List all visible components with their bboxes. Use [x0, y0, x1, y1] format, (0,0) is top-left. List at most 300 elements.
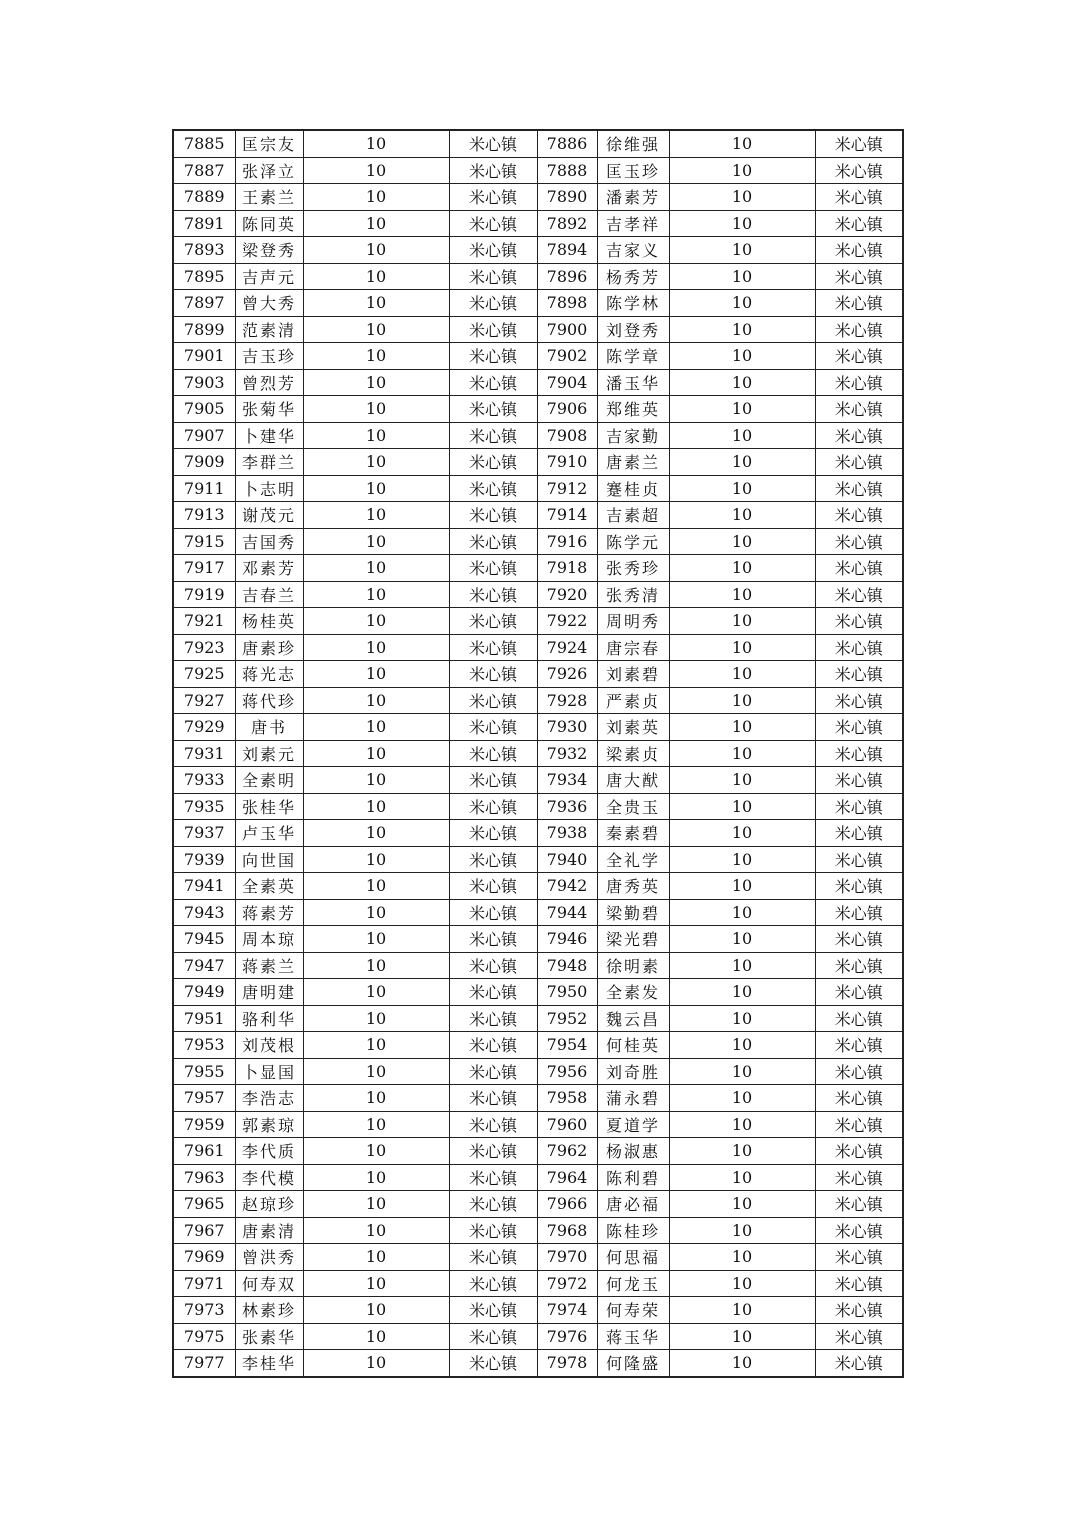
right-town-cell: 米心镇 [815, 1217, 903, 1244]
right-serial-cell: 7946 [537, 926, 597, 953]
right-name-cell: 何龙玉 [597, 1270, 669, 1297]
right-name-cell: 秦素碧 [597, 820, 669, 847]
right-serial-cell: 7974 [537, 1297, 597, 1324]
right-name-cell: 陈学章 [597, 343, 669, 370]
right-serial-cell: 7894 [537, 237, 597, 264]
left-town-cell: 米心镇 [449, 661, 537, 688]
right-town-cell: 米心镇 [815, 952, 903, 979]
left-town-cell: 米心镇 [449, 952, 537, 979]
right-town-cell: 米心镇 [815, 714, 903, 741]
table-row [173, 687, 903, 714]
right-serial-cell: 7906 [537, 396, 597, 423]
right-name-cell: 张秀珍 [597, 555, 669, 582]
right-town-cell: 米心镇 [815, 369, 903, 396]
left-name-cell: 骆利华 [235, 1005, 303, 1032]
right-serial-cell: 7952 [537, 1005, 597, 1032]
table-row [173, 1085, 903, 1112]
left-amount-cell: 10 [303, 396, 449, 423]
right-town-cell: 米心镇 [815, 1350, 903, 1377]
right-name-cell: 刘素碧 [597, 661, 669, 688]
table-row [173, 130, 903, 157]
left-name-cell: 刘茂根 [235, 1032, 303, 1059]
table-row [173, 1005, 903, 1032]
left-name-cell: 蒋光志 [235, 661, 303, 688]
right-town-cell: 米心镇 [815, 210, 903, 237]
left-name-cell: 曾大秀 [235, 290, 303, 317]
left-amount-cell: 10 [303, 767, 449, 794]
right-serial-cell: 7976 [537, 1323, 597, 1350]
left-amount-cell: 10 [303, 1297, 449, 1324]
left-name-cell: 李代模 [235, 1164, 303, 1191]
right-serial-cell: 7934 [537, 767, 597, 794]
table-row [173, 1217, 903, 1244]
left-name-cell: 蒋素兰 [235, 952, 303, 979]
right-amount-cell: 10 [669, 449, 815, 476]
right-town-cell: 米心镇 [815, 1032, 903, 1059]
right-town-cell: 米心镇 [815, 157, 903, 184]
left-amount-cell: 10 [303, 1191, 449, 1218]
table-row [173, 581, 903, 608]
left-name-cell: 卜建华 [235, 422, 303, 449]
right-amount-cell: 10 [669, 502, 815, 529]
left-serial-cell: 7885 [173, 130, 235, 157]
right-serial-cell: 7920 [537, 581, 597, 608]
left-amount-cell: 10 [303, 502, 449, 529]
right-amount-cell: 10 [669, 608, 815, 635]
table-row [173, 449, 903, 476]
left-serial-cell: 7951 [173, 1005, 235, 1032]
left-name-cell: 唐素清 [235, 1217, 303, 1244]
left-town-cell: 米心镇 [449, 740, 537, 767]
left-amount-cell: 10 [303, 581, 449, 608]
right-serial-cell: 7968 [537, 1217, 597, 1244]
right-serial-cell: 7898 [537, 290, 597, 317]
right-town-cell: 米心镇 [815, 1191, 903, 1218]
right-name-cell: 匡玉珍 [597, 157, 669, 184]
right-name-cell: 何寿荣 [597, 1297, 669, 1324]
right-name-cell: 刘登秀 [597, 316, 669, 343]
left-town-cell: 米心镇 [449, 1323, 537, 1350]
left-name-cell: 张菊华 [235, 396, 303, 423]
right-town-cell: 米心镇 [815, 184, 903, 211]
right-amount-cell: 10 [669, 1270, 815, 1297]
left-name-cell: 唐书 [235, 714, 303, 741]
right-name-cell: 全素发 [597, 979, 669, 1006]
left-town-cell: 米心镇 [449, 581, 537, 608]
left-amount-cell: 10 [303, 343, 449, 370]
table-row [173, 237, 903, 264]
left-name-cell: 李浩志 [235, 1085, 303, 1112]
left-serial-cell: 7927 [173, 687, 235, 714]
right-name-cell: 魏云昌 [597, 1005, 669, 1032]
left-serial-cell: 7929 [173, 714, 235, 741]
right-town-cell: 米心镇 [815, 528, 903, 555]
left-amount-cell: 10 [303, 290, 449, 317]
right-amount-cell: 10 [669, 316, 815, 343]
left-name-cell: 张桂华 [235, 793, 303, 820]
left-amount-cell: 10 [303, 1244, 449, 1271]
left-serial-cell: 7943 [173, 899, 235, 926]
table-row [173, 263, 903, 290]
right-amount-cell: 10 [669, 767, 815, 794]
left-town-cell: 米心镇 [449, 687, 537, 714]
left-serial-cell: 7933 [173, 767, 235, 794]
table-row [173, 767, 903, 794]
left-serial-cell: 7977 [173, 1350, 235, 1377]
left-town-cell: 米心镇 [449, 608, 537, 635]
right-town-cell: 米心镇 [815, 979, 903, 1006]
left-town-cell: 米心镇 [449, 449, 537, 476]
right-name-cell: 吉孝祥 [597, 210, 669, 237]
right-town-cell: 米心镇 [815, 1323, 903, 1350]
left-town-cell: 米心镇 [449, 873, 537, 900]
left-amount-cell: 10 [303, 555, 449, 582]
right-town-cell: 米心镇 [815, 1005, 903, 1032]
right-serial-cell: 7900 [537, 316, 597, 343]
right-town-cell: 米心镇 [815, 422, 903, 449]
right-town-cell: 米心镇 [815, 1297, 903, 1324]
left-amount-cell: 10 [303, 687, 449, 714]
right-serial-cell: 7912 [537, 475, 597, 502]
left-town-cell: 米心镇 [449, 130, 537, 157]
left-name-cell: 唐素珍 [235, 634, 303, 661]
table-row [173, 343, 903, 370]
right-town-cell: 米心镇 [815, 581, 903, 608]
right-amount-cell: 10 [669, 740, 815, 767]
left-name-cell: 陈同英 [235, 210, 303, 237]
right-town-cell: 米心镇 [815, 793, 903, 820]
right-town-cell: 米心镇 [815, 290, 903, 317]
left-serial-cell: 7921 [173, 608, 235, 635]
right-amount-cell: 10 [669, 528, 815, 555]
right-name-cell: 刘奇胜 [597, 1058, 669, 1085]
left-amount-cell: 10 [303, 210, 449, 237]
left-town-cell: 米心镇 [449, 528, 537, 555]
right-serial-cell: 7938 [537, 820, 597, 847]
left-name-cell: 向世国 [235, 846, 303, 873]
left-serial-cell: 7965 [173, 1191, 235, 1218]
left-serial-cell: 7901 [173, 343, 235, 370]
right-town-cell: 米心镇 [815, 449, 903, 476]
right-name-cell: 吉家勤 [597, 422, 669, 449]
right-serial-cell: 7960 [537, 1111, 597, 1138]
right-name-cell: 张秀清 [597, 581, 669, 608]
left-town-cell: 米心镇 [449, 237, 537, 264]
right-name-cell: 杨秀芳 [597, 263, 669, 290]
left-serial-cell: 7961 [173, 1138, 235, 1165]
right-town-cell: 米心镇 [815, 767, 903, 794]
right-serial-cell: 7916 [537, 528, 597, 555]
left-amount-cell: 10 [303, 1323, 449, 1350]
right-serial-cell: 7978 [537, 1350, 597, 1377]
left-amount-cell: 10 [303, 899, 449, 926]
right-name-cell: 蒋玉华 [597, 1323, 669, 1350]
right-amount-cell: 10 [669, 581, 815, 608]
left-name-cell: 卜志明 [235, 475, 303, 502]
right-serial-cell: 7956 [537, 1058, 597, 1085]
left-name-cell: 蒋素芳 [235, 899, 303, 926]
right-amount-cell: 10 [669, 926, 815, 953]
left-town-cell: 米心镇 [449, 846, 537, 873]
right-serial-cell: 7972 [537, 1270, 597, 1297]
left-amount-cell: 10 [303, 1085, 449, 1112]
left-amount-cell: 10 [303, 820, 449, 847]
left-serial-cell: 7895 [173, 263, 235, 290]
right-name-cell: 徐维强 [597, 130, 669, 157]
right-amount-cell: 10 [669, 157, 815, 184]
left-town-cell: 米心镇 [449, 1217, 537, 1244]
right-amount-cell: 10 [669, 237, 815, 264]
right-amount-cell: 10 [669, 422, 815, 449]
right-serial-cell: 7910 [537, 449, 597, 476]
right-town-cell: 米心镇 [815, 820, 903, 847]
left-town-cell: 米心镇 [449, 820, 537, 847]
right-amount-cell: 10 [669, 1058, 815, 1085]
left-name-cell: 唐明建 [235, 979, 303, 1006]
left-town-cell: 米心镇 [449, 1111, 537, 1138]
right-town-cell: 米心镇 [815, 661, 903, 688]
left-town-cell: 米心镇 [449, 634, 537, 661]
right-serial-cell: 7904 [537, 369, 597, 396]
table-row [173, 184, 903, 211]
left-town-cell: 米心镇 [449, 210, 537, 237]
right-amount-cell: 10 [669, 979, 815, 1006]
left-serial-cell: 7955 [173, 1058, 235, 1085]
left-serial-cell: 7939 [173, 846, 235, 873]
table-row [173, 820, 903, 847]
left-serial-cell: 7937 [173, 820, 235, 847]
right-town-cell: 米心镇 [815, 502, 903, 529]
left-amount-cell: 10 [303, 263, 449, 290]
left-amount-cell: 10 [303, 661, 449, 688]
right-name-cell: 陈利碧 [597, 1164, 669, 1191]
left-serial-cell: 7905 [173, 396, 235, 423]
left-town-cell: 米心镇 [449, 1244, 537, 1271]
roster-body [173, 130, 903, 1377]
left-amount-cell: 10 [303, 846, 449, 873]
right-amount-cell: 10 [669, 1350, 815, 1377]
table-row [173, 528, 903, 555]
right-town-cell: 米心镇 [815, 237, 903, 264]
right-amount-cell: 10 [669, 369, 815, 396]
table-row [173, 1244, 903, 1271]
left-town-cell: 米心镇 [449, 1164, 537, 1191]
right-amount-cell: 10 [669, 290, 815, 317]
left-town-cell: 米心镇 [449, 714, 537, 741]
left-name-cell: 刘素元 [235, 740, 303, 767]
left-name-cell: 吉声元 [235, 263, 303, 290]
left-town-cell: 米心镇 [449, 979, 537, 1006]
right-serial-cell: 7936 [537, 793, 597, 820]
left-serial-cell: 7949 [173, 979, 235, 1006]
left-town-cell: 米心镇 [449, 1138, 537, 1165]
right-town-cell: 米心镇 [815, 1164, 903, 1191]
table-row [173, 1297, 903, 1324]
left-name-cell: 匡宗友 [235, 130, 303, 157]
left-name-cell: 吉国秀 [235, 528, 303, 555]
left-amount-cell: 10 [303, 979, 449, 1006]
left-name-cell: 周本琼 [235, 926, 303, 953]
table-row [173, 846, 903, 873]
left-amount-cell: 10 [303, 1138, 449, 1165]
left-name-cell: 卢玉华 [235, 820, 303, 847]
left-amount-cell: 10 [303, 714, 449, 741]
left-name-cell: 谢茂元 [235, 502, 303, 529]
left-serial-cell: 7969 [173, 1244, 235, 1271]
right-name-cell: 潘玉华 [597, 369, 669, 396]
right-serial-cell: 7930 [537, 714, 597, 741]
left-name-cell: 全素明 [235, 767, 303, 794]
table-row [173, 952, 903, 979]
table-row [173, 290, 903, 317]
left-name-cell: 吉玉珍 [235, 343, 303, 370]
left-serial-cell: 7899 [173, 316, 235, 343]
left-name-cell: 蒋代珍 [235, 687, 303, 714]
left-amount-cell: 10 [303, 1005, 449, 1032]
right-town-cell: 米心镇 [815, 475, 903, 502]
left-town-cell: 米心镇 [449, 475, 537, 502]
right-town-cell: 米心镇 [815, 263, 903, 290]
right-name-cell: 杨淑惠 [597, 1138, 669, 1165]
left-serial-cell: 7967 [173, 1217, 235, 1244]
left-town-cell: 米心镇 [449, 793, 537, 820]
right-name-cell: 夏道学 [597, 1111, 669, 1138]
right-serial-cell: 7888 [537, 157, 597, 184]
table-row [173, 608, 903, 635]
table-row [173, 714, 903, 741]
table-row [173, 1032, 903, 1059]
right-name-cell: 陈桂珍 [597, 1217, 669, 1244]
right-amount-cell: 10 [669, 1244, 815, 1271]
right-name-cell: 蹇桂贞 [597, 475, 669, 502]
right-name-cell: 梁勤碧 [597, 899, 669, 926]
right-name-cell: 唐必福 [597, 1191, 669, 1218]
right-serial-cell: 7954 [537, 1032, 597, 1059]
left-serial-cell: 7925 [173, 661, 235, 688]
left-amount-cell: 10 [303, 157, 449, 184]
right-amount-cell: 10 [669, 1164, 815, 1191]
left-serial-cell: 7915 [173, 528, 235, 555]
left-amount-cell: 10 [303, 316, 449, 343]
left-serial-cell: 7941 [173, 873, 235, 900]
right-serial-cell: 7964 [537, 1164, 597, 1191]
left-amount-cell: 10 [303, 237, 449, 264]
right-amount-cell: 10 [669, 263, 815, 290]
right-amount-cell: 10 [669, 714, 815, 741]
right-amount-cell: 10 [669, 1032, 815, 1059]
table-row [173, 396, 903, 423]
left-serial-cell: 7963 [173, 1164, 235, 1191]
left-serial-cell: 7953 [173, 1032, 235, 1059]
right-amount-cell: 10 [669, 1138, 815, 1165]
left-name-cell: 卜显国 [235, 1058, 303, 1085]
right-amount-cell: 10 [669, 555, 815, 582]
right-town-cell: 米心镇 [815, 396, 903, 423]
right-amount-cell: 10 [669, 793, 815, 820]
right-serial-cell: 7922 [537, 608, 597, 635]
table-row [173, 1191, 903, 1218]
left-name-cell: 张素华 [235, 1323, 303, 1350]
right-amount-cell: 10 [669, 1323, 815, 1350]
left-serial-cell: 7973 [173, 1297, 235, 1324]
table-row [173, 979, 903, 1006]
right-serial-cell: 7966 [537, 1191, 597, 1218]
left-town-cell: 米心镇 [449, 290, 537, 317]
table-row [173, 1270, 903, 1297]
left-town-cell: 米心镇 [449, 899, 537, 926]
left-amount-cell: 10 [303, 926, 449, 953]
right-serial-cell: 7932 [537, 740, 597, 767]
right-amount-cell: 10 [669, 899, 815, 926]
left-serial-cell: 7889 [173, 184, 235, 211]
left-serial-cell: 7919 [173, 581, 235, 608]
roster-table [172, 129, 904, 1378]
left-town-cell: 米心镇 [449, 369, 537, 396]
right-name-cell: 全贵玉 [597, 793, 669, 820]
left-name-cell: 林素珍 [235, 1297, 303, 1324]
right-amount-cell: 10 [669, 873, 815, 900]
table-row [173, 1111, 903, 1138]
left-name-cell: 范素清 [235, 316, 303, 343]
right-name-cell: 严素贞 [597, 687, 669, 714]
left-amount-cell: 10 [303, 873, 449, 900]
left-name-cell: 曾洪秀 [235, 1244, 303, 1271]
right-name-cell: 郑维英 [597, 396, 669, 423]
left-town-cell: 米心镇 [449, 1058, 537, 1085]
right-name-cell: 全礼学 [597, 846, 669, 873]
left-name-cell: 曾烈芳 [235, 369, 303, 396]
left-amount-cell: 10 [303, 1217, 449, 1244]
left-name-cell: 李群兰 [235, 449, 303, 476]
right-town-cell: 米心镇 [815, 1058, 903, 1085]
left-serial-cell: 7935 [173, 793, 235, 820]
right-amount-cell: 10 [669, 1111, 815, 1138]
table-row [173, 475, 903, 502]
right-name-cell: 何桂英 [597, 1032, 669, 1059]
right-town-cell: 米心镇 [815, 1111, 903, 1138]
right-serial-cell: 7908 [537, 422, 597, 449]
left-amount-cell: 10 [303, 1164, 449, 1191]
left-serial-cell: 7971 [173, 1270, 235, 1297]
right-amount-cell: 10 [669, 1217, 815, 1244]
left-town-cell: 米心镇 [449, 422, 537, 449]
left-name-cell: 吉春兰 [235, 581, 303, 608]
right-amount-cell: 10 [669, 634, 815, 661]
right-town-cell: 米心镇 [815, 687, 903, 714]
right-serial-cell: 7886 [537, 130, 597, 157]
right-town-cell: 米心镇 [815, 343, 903, 370]
right-town-cell: 米心镇 [815, 1138, 903, 1165]
right-town-cell: 米心镇 [815, 1244, 903, 1271]
left-name-cell: 李代质 [235, 1138, 303, 1165]
right-town-cell: 米心镇 [815, 873, 903, 900]
table-row [173, 1323, 903, 1350]
table-row [173, 369, 903, 396]
left-town-cell: 米心镇 [449, 1085, 537, 1112]
right-serial-cell: 7896 [537, 263, 597, 290]
right-amount-cell: 10 [669, 184, 815, 211]
right-amount-cell: 10 [669, 130, 815, 157]
left-town-cell: 米心镇 [449, 1005, 537, 1032]
left-serial-cell: 7893 [173, 237, 235, 264]
left-name-cell: 王素兰 [235, 184, 303, 211]
left-town-cell: 米心镇 [449, 502, 537, 529]
right-amount-cell: 10 [669, 210, 815, 237]
left-amount-cell: 10 [303, 130, 449, 157]
left-amount-cell: 10 [303, 608, 449, 635]
left-name-cell: 杨桂英 [235, 608, 303, 635]
table-row [173, 157, 903, 184]
